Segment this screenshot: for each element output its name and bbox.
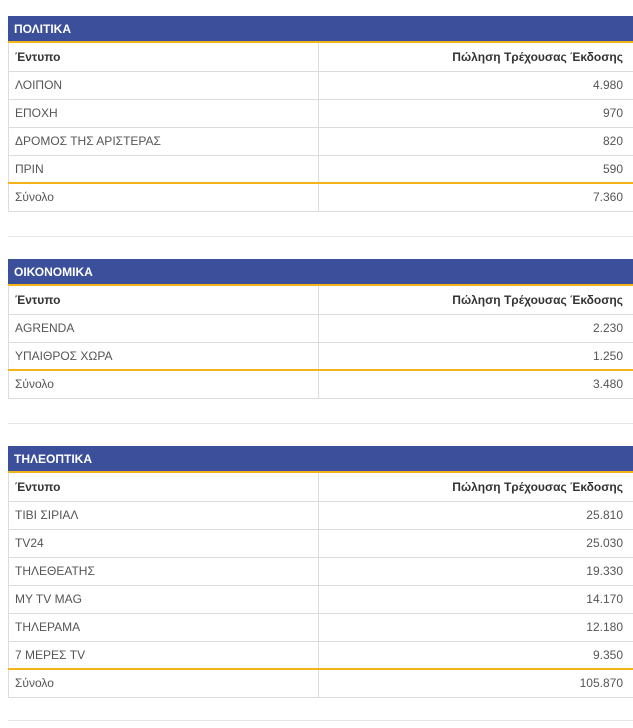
column-header-sales: Πώληση Τρέχουσας Έκδοσης: [319, 473, 633, 501]
divider: [8, 236, 633, 237]
table-row: [9, 501, 633, 529]
row-value: 25.810: [319, 501, 633, 529]
sales-table: [8, 286, 633, 399]
table-row: [9, 557, 633, 585]
column-header-title: Έντυπο: [9, 43, 319, 71]
table-row: [9, 99, 633, 127]
table-header-row: [9, 473, 633, 501]
row-value: 590: [319, 155, 633, 183]
divider: [8, 423, 633, 424]
row-name: ΤΗΛΕΡΑΜΑ: [9, 613, 319, 641]
total-row: [9, 669, 633, 697]
total-label: Σύνολο: [9, 370, 319, 398]
row-name: 7 ΜΕΡΕΣ TV: [9, 641, 319, 669]
row-value: 1.250: [319, 342, 633, 370]
row-value: 19.330: [319, 557, 633, 585]
table-header-row: [9, 286, 633, 314]
column-header-sales: Πώληση Τρέχουσας Έκδοσης: [319, 286, 633, 314]
column-header-title: Έντυπο: [9, 286, 319, 314]
section-title: ΠΟΛΙΤΙΚΑ: [8, 16, 633, 43]
table-row: [9, 613, 633, 641]
total-value: 105.870: [319, 669, 633, 697]
column-header-title: Έντυπο: [9, 473, 319, 501]
row-name: ΠΡΙΝ: [9, 155, 319, 183]
row-value: 12.180: [319, 613, 633, 641]
row-name: ΥΠΑΙΘΡΟΣ ΧΩΡΑ: [9, 342, 319, 370]
divider: [8, 720, 633, 721]
row-name: ΕΠΟΧΗ: [9, 99, 319, 127]
row-name: ΔΡΟΜΟΣ ΤΗΣ ΑΡΙΣΤΕΡΑΣ: [9, 127, 319, 155]
row-value: 14.170: [319, 585, 633, 613]
row-value: 820: [319, 127, 633, 155]
section-title: ΤΗΛΕΟΠΤΙΚΑ: [8, 446, 633, 473]
row-name: ΤΙΒΙ ΣΙΡΙΑΛ: [9, 501, 319, 529]
total-row: [9, 370, 633, 398]
table-row: [9, 155, 633, 183]
row-name: AGRENDA: [9, 314, 319, 342]
table-row: [9, 314, 633, 342]
total-value: 3.480: [319, 370, 633, 398]
sales-table: [8, 473, 633, 698]
row-value: 25.030: [319, 529, 633, 557]
row-name: ΤΗΛΕΘΕΑΤΗΣ: [9, 557, 319, 585]
section-title: ΟΙΚΟΝΟΜΙΚΑ: [8, 259, 633, 286]
table-row: [9, 71, 633, 99]
table-row: [9, 529, 633, 557]
row-name: ΛΟΙΠΟΝ: [9, 71, 319, 99]
row-name: TV24: [9, 529, 319, 557]
table-row: [9, 585, 633, 613]
column-header-sales: Πώληση Τρέχουσας Έκδοσης: [319, 43, 633, 71]
sales-table: [8, 43, 633, 212]
total-label: Σύνολο: [9, 669, 319, 697]
row-value: 9.350: [319, 641, 633, 669]
total-value: 7.360: [319, 183, 633, 211]
section-tileoptika: [8, 446, 633, 698]
table-header-row: [9, 43, 633, 71]
row-value: 4.980: [319, 71, 633, 99]
row-value: 2.230: [319, 314, 633, 342]
table-row: [9, 342, 633, 370]
total-label: Σύνολο: [9, 183, 319, 211]
total-row: [9, 183, 633, 211]
row-name: MY TV MAG: [9, 585, 319, 613]
row-value: 970: [319, 99, 633, 127]
table-row: [9, 641, 633, 669]
section-oikonomika: [8, 259, 633, 399]
section-politika: [8, 16, 633, 212]
table-row: [9, 127, 633, 155]
